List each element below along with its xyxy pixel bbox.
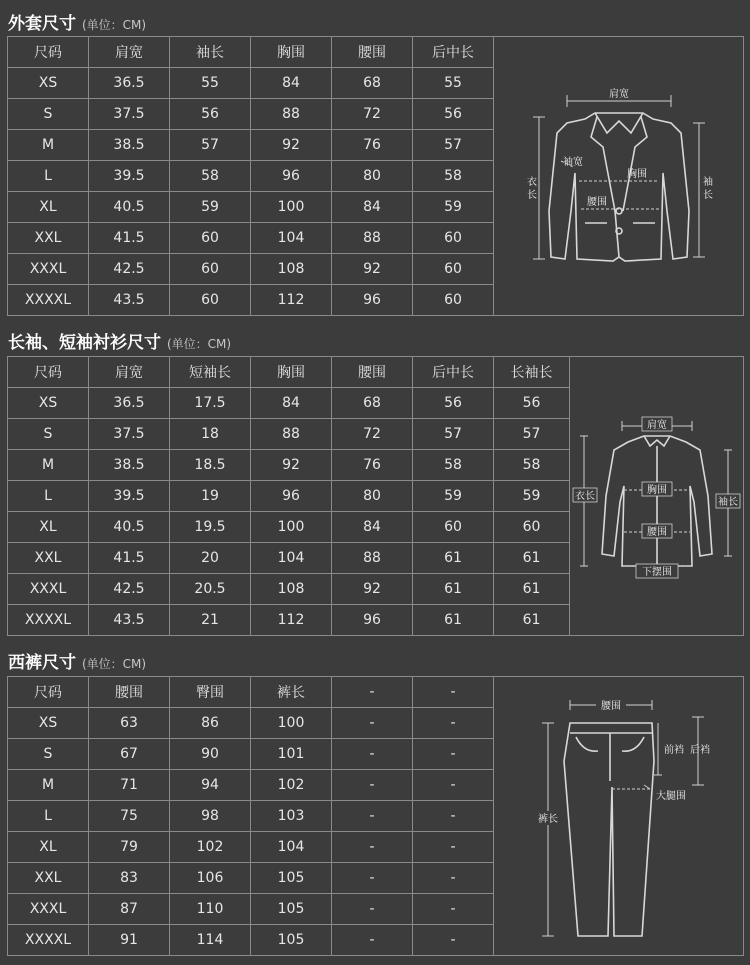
shirt-table-cell: 96 xyxy=(332,605,413,636)
coat-table-cell: XS xyxy=(8,68,89,99)
coat-table-cell: 60 xyxy=(413,223,494,254)
pants-header-cell: 尺码 xyxy=(8,677,89,708)
pants-table-cell: 75 xyxy=(89,801,170,832)
pants-table-cell: XXL xyxy=(8,863,89,894)
pants-table-cell: 114 xyxy=(170,925,251,956)
coat-table-cell: 60 xyxy=(413,254,494,285)
shirt-table-cell: 104 xyxy=(251,543,332,574)
coat-diagram-cell xyxy=(494,37,744,316)
shirt-shoulder-label: 肩宽 xyxy=(646,420,667,431)
shirt-section-title xyxy=(8,328,231,354)
shirt-table-cell: 108 xyxy=(251,574,332,605)
shirt-waist-label: 腰围 xyxy=(646,527,667,538)
shirt-header-cell: 胸围 xyxy=(251,357,332,388)
coat-sleeve-label-a: 袖 xyxy=(702,177,713,188)
shirt-header-cell: 肩宽 xyxy=(89,357,170,388)
shirt-table-cell: 36.5 xyxy=(89,388,170,419)
shirt-table-cell: 84 xyxy=(332,512,413,543)
pants-diagram-cell xyxy=(494,677,744,956)
shirt-table-cell: XS xyxy=(8,388,89,419)
shirt-table-cell: 38.5 xyxy=(89,450,170,481)
shirt-table-cell: 58 xyxy=(494,450,570,481)
coat-sleeve-label-b: 长 xyxy=(702,190,713,201)
shirt-chest-label: 胸围 xyxy=(646,485,667,496)
shirt-table-cell: 60 xyxy=(494,512,570,543)
pants-table-cell: 102 xyxy=(251,770,332,801)
coat-waist-label: 腰围 xyxy=(586,197,607,208)
shirt-table-cell: 37.5 xyxy=(89,419,170,450)
coat-table-cell: M xyxy=(8,130,89,161)
shirt-length-label: 衣长 xyxy=(574,491,595,502)
coat-table-cell: XXL xyxy=(8,223,89,254)
pants-table-cell: - xyxy=(332,863,413,894)
coat-table-cell: 38.5 xyxy=(89,130,170,161)
coat-table-cell: 96 xyxy=(251,161,332,192)
pants-table-cell: - xyxy=(413,801,494,832)
shirt-table-cell: 100 xyxy=(251,512,332,543)
pants-table-cell: 98 xyxy=(170,801,251,832)
pants-table-cell: 103 xyxy=(251,801,332,832)
shirt-table-cell: 20 xyxy=(170,543,251,574)
pants-table-cell: 101 xyxy=(251,739,332,770)
pants-table-cell: M xyxy=(8,770,89,801)
shirt-table-cell: XL xyxy=(8,512,89,543)
coat-length-label-b: 长 xyxy=(526,190,537,201)
pants-length-label: 裤长 xyxy=(537,814,558,825)
pants-table-cell: 105 xyxy=(251,894,332,925)
coat-table-cell: 58 xyxy=(170,161,251,192)
shirt-table-cell: 92 xyxy=(332,574,413,605)
shirt-table-cell: XXL xyxy=(8,543,89,574)
shirt-table-cell: 39.5 xyxy=(89,481,170,512)
shirt-table-cell: 61 xyxy=(494,543,570,574)
pants-table-cell: 94 xyxy=(170,770,251,801)
coat-table-cell: XXXXL xyxy=(8,285,89,316)
pants-thigh-label: 大腿围 xyxy=(655,791,686,802)
pants-waist-label: 腰围 xyxy=(600,701,621,712)
shirt-sleeve-label: 袖长 xyxy=(717,497,738,508)
pants-header-cell: - xyxy=(413,677,494,708)
coat-header-cell: 尺码 xyxy=(8,37,89,68)
coat-table-cell: 60 xyxy=(170,285,251,316)
pants-table-cell: 86 xyxy=(170,708,251,739)
coat-table-cell: 42.5 xyxy=(89,254,170,285)
pants-header-cell: - xyxy=(332,677,413,708)
coat-table-cell: 55 xyxy=(413,68,494,99)
coat-header-cell: 袖长 xyxy=(170,37,251,68)
pants-table-cell: - xyxy=(413,708,494,739)
pants-table-cell: 83 xyxy=(89,863,170,894)
shirt-table-cell: 88 xyxy=(251,419,332,450)
coat-table-cell: 108 xyxy=(251,254,332,285)
pants-table-cell: 91 xyxy=(89,925,170,956)
shirt-table-cell: 18.5 xyxy=(170,450,251,481)
coat-sleeve-width-label: 袖宽 xyxy=(562,157,583,168)
shirt-table-cell: L xyxy=(8,481,89,512)
pants-table-cell: XXXXL xyxy=(8,925,89,956)
coat-table-cell: 112 xyxy=(251,285,332,316)
shirt-table-cell: 92 xyxy=(251,450,332,481)
coat-table-cell: 36.5 xyxy=(89,68,170,99)
coat-length-label-a: 衣 xyxy=(526,177,537,188)
shirt-table-cell: 84 xyxy=(251,388,332,419)
coat-table-cell: 56 xyxy=(170,99,251,130)
coat-header-cell: 胸围 xyxy=(251,37,332,68)
shirt-table-cell: 112 xyxy=(251,605,332,636)
coat-table-cell: 68 xyxy=(332,68,413,99)
shirt-header-cell: 长袖长 xyxy=(494,357,570,388)
shirt-table-cell: 59 xyxy=(413,481,494,512)
coat-table-cell: 92 xyxy=(332,254,413,285)
pants-section-title xyxy=(8,648,146,674)
coat-table-cell: 41.5 xyxy=(89,223,170,254)
coat-table-cell: 56 xyxy=(413,99,494,130)
pants-table-cell: 102 xyxy=(170,832,251,863)
pants-table-cell: 105 xyxy=(251,925,332,956)
coat-table-cell: L xyxy=(8,161,89,192)
shirt-table-cell: 61 xyxy=(494,605,570,636)
pants-table-cell: 87 xyxy=(89,894,170,925)
coat-title: 外套尺寸 xyxy=(8,14,76,34)
shirt-table-cell: 60 xyxy=(413,512,494,543)
coat-size-table xyxy=(7,36,744,316)
coat-header-cell: 腰围 xyxy=(332,37,413,68)
shirt-unit: (单位：CM) xyxy=(167,337,232,351)
coat-table-cell: 84 xyxy=(332,192,413,223)
shirt-table-cell: 96 xyxy=(251,481,332,512)
pants-table-cell: - xyxy=(413,770,494,801)
shirt-table-cell: 17.5 xyxy=(170,388,251,419)
shirt-table-cell: 61 xyxy=(413,605,494,636)
coat-table-cell: 60 xyxy=(413,285,494,316)
coat-table-cell: 57 xyxy=(413,130,494,161)
pants-table-cell: - xyxy=(332,894,413,925)
pants-header-cell: 腰围 xyxy=(89,677,170,708)
shirt-table-cell: 76 xyxy=(332,450,413,481)
coat-table-cell: 59 xyxy=(170,192,251,223)
pants-front-rise-label: 前裆 xyxy=(663,745,684,756)
pants-table-cell: 90 xyxy=(170,739,251,770)
coat-table-cell: 58 xyxy=(413,161,494,192)
shirt-diagram-cell xyxy=(570,357,744,636)
shirt-table-cell: 56 xyxy=(494,388,570,419)
shirt-table-cell: 19.5 xyxy=(170,512,251,543)
coat-table-cell: 88 xyxy=(332,223,413,254)
shirt-table-cell: 59 xyxy=(494,481,570,512)
shirt-header-cell: 腰围 xyxy=(332,357,413,388)
pants-header-cell: 臀围 xyxy=(170,677,251,708)
shirt-table-cell: 80 xyxy=(332,481,413,512)
pants-table-cell: 71 xyxy=(89,770,170,801)
shirt-table-cell: 57 xyxy=(494,419,570,450)
coat-table-cell: 88 xyxy=(251,99,332,130)
pants-table-cell: - xyxy=(332,739,413,770)
shirt-table-cell: 18 xyxy=(170,419,251,450)
coat-shoulder-label: 肩宽 xyxy=(608,89,629,100)
shirt-table-cell: 40.5 xyxy=(89,512,170,543)
shirt-title: 长袖、短袖衬衫尺寸 xyxy=(8,333,161,353)
pants-table-cell: - xyxy=(413,894,494,925)
coat-table-cell: 84 xyxy=(251,68,332,99)
pants-table-cell: - xyxy=(413,832,494,863)
shirt-header-cell: 短袖长 xyxy=(170,357,251,388)
pants-table-cell: XL xyxy=(8,832,89,863)
pants-table-cell: 79 xyxy=(89,832,170,863)
coat-table-cell: 92 xyxy=(251,130,332,161)
shirt-table-cell: XXXL xyxy=(8,574,89,605)
pants-table-cell: - xyxy=(332,801,413,832)
pants-table-cell: - xyxy=(413,863,494,894)
coat-table-cell: S xyxy=(8,99,89,130)
coat-table-cell: 72 xyxy=(332,99,413,130)
coat-table-cell: 40.5 xyxy=(89,192,170,223)
shirt-table-cell: 88 xyxy=(332,543,413,574)
pants-table-cell: S xyxy=(8,739,89,770)
coat-table-cell: 60 xyxy=(170,223,251,254)
pants-table-cell: 63 xyxy=(89,708,170,739)
shirt-table-cell: 20.5 xyxy=(170,574,251,605)
shirt-table-cell: 68 xyxy=(332,388,413,419)
coat-table-cell: 39.5 xyxy=(89,161,170,192)
coat-table-cell: 80 xyxy=(332,161,413,192)
pants-size-table xyxy=(7,676,744,956)
pants-header-row xyxy=(8,677,744,708)
shirt-table-cell: 19 xyxy=(170,481,251,512)
shirt-table-cell: 43.5 xyxy=(89,605,170,636)
coat-table-cell: 76 xyxy=(332,130,413,161)
shirt-table-cell: S xyxy=(8,419,89,450)
coat-header-cell: 后中长 xyxy=(413,37,494,68)
shirt-table-cell: 72 xyxy=(332,419,413,450)
shirt-table-cell: 56 xyxy=(413,388,494,419)
pants-table-cell: - xyxy=(413,925,494,956)
coat-table-cell: 104 xyxy=(251,223,332,254)
shirt-header-cell: 尺码 xyxy=(8,357,89,388)
pants-table-cell: - xyxy=(413,739,494,770)
pants-table-cell: 105 xyxy=(251,863,332,894)
pants-table-cell: 100 xyxy=(251,708,332,739)
shirt-table-cell: 21 xyxy=(170,605,251,636)
pants-table-cell: - xyxy=(332,770,413,801)
coat-table-cell: 60 xyxy=(170,254,251,285)
coat-chest-label: 胸围 xyxy=(626,169,647,180)
shirt-table-cell: 58 xyxy=(413,450,494,481)
pants-table-cell: - xyxy=(332,925,413,956)
pants-header-cell: 裤长 xyxy=(251,677,332,708)
shirt-table-cell: 61 xyxy=(494,574,570,605)
pants-unit: (单位：CM) xyxy=(82,657,147,671)
shirt-measurement-diagram xyxy=(572,406,742,586)
coat-section-title xyxy=(8,9,146,35)
shirt-header-cell: 后中长 xyxy=(413,357,494,388)
shirt-size-table xyxy=(7,356,744,636)
pants-back-rise-label: 后裆 xyxy=(689,745,710,756)
shirt-table-cell: 61 xyxy=(413,543,494,574)
pants-table-cell: 67 xyxy=(89,739,170,770)
pants-table-cell: - xyxy=(332,832,413,863)
pants-table-cell: - xyxy=(332,708,413,739)
coat-unit: (单位：CM) xyxy=(82,18,147,32)
shirt-table-cell: XXXXL xyxy=(8,605,89,636)
coat-table-cell: 57 xyxy=(170,130,251,161)
pants-table-cell: XS xyxy=(8,708,89,739)
coat-table-cell: 43.5 xyxy=(89,285,170,316)
shirt-table-cell: 42.5 xyxy=(89,574,170,605)
coat-table-cell: 55 xyxy=(170,68,251,99)
coat-table-cell: 37.5 xyxy=(89,99,170,130)
coat-header-row xyxy=(8,37,744,68)
coat-table-cell: XXXL xyxy=(8,254,89,285)
coat-table-cell: 100 xyxy=(251,192,332,223)
pants-table-cell: 110 xyxy=(170,894,251,925)
coat-header-cell: 肩宽 xyxy=(89,37,170,68)
pants-table-cell: XXXL xyxy=(8,894,89,925)
pants-table-cell: 104 xyxy=(251,832,332,863)
shirt-table-cell: 41.5 xyxy=(89,543,170,574)
shirt-hem-label: 下摆围 xyxy=(641,567,672,578)
pants-title: 西裤尺寸 xyxy=(8,653,76,673)
pants-table-cell: 106 xyxy=(170,863,251,894)
shirt-header-row xyxy=(8,357,744,388)
shirt-table-cell: 61 xyxy=(413,574,494,605)
shirt-table-cell: M xyxy=(8,450,89,481)
coat-table-cell: 96 xyxy=(332,285,413,316)
coat-table-cell: XL xyxy=(8,192,89,223)
shirt-table-cell: 57 xyxy=(413,419,494,450)
pants-table-cell: L xyxy=(8,801,89,832)
coat-measurement-diagram xyxy=(499,61,739,291)
coat-table-cell: 59 xyxy=(413,192,494,223)
pants-measurement-diagram xyxy=(504,691,734,941)
